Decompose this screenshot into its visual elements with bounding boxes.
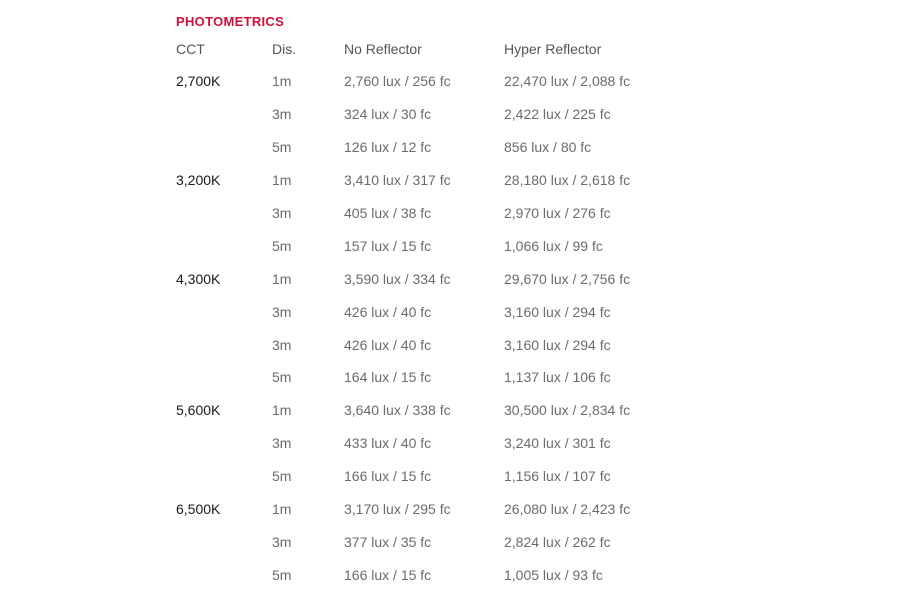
cell-cct: 5,600K: [176, 402, 221, 419]
cell-cct: [176, 229, 272, 262]
table-row: [176, 493, 674, 526]
table-row: [176, 558, 674, 591]
cell-distance: 1m: [272, 172, 292, 189]
cell-cct: [176, 328, 272, 361]
cell-distance: 1m: [272, 270, 292, 287]
cell-no-reflector: 3,640 lux / 338 fc: [344, 402, 451, 419]
cell-hyper-reflector: 3,160 lux / 294 fc: [504, 336, 611, 353]
table-row: [176, 98, 674, 131]
cell-hyper-reflector: 26,080 lux / 2,423 fc: [504, 501, 631, 518]
table-row: [176, 460, 674, 493]
table-row: [176, 131, 674, 164]
table-row: [176, 229, 674, 262]
cell-cct: [176, 197, 272, 230]
cell-distance: 3m: [272, 205, 292, 221]
section-title: PHOTOMETRICS: [176, 14, 285, 29]
photometrics-table: [176, 33, 674, 591]
cell-no-reflector: 164 lux / 15 fc: [344, 369, 432, 386]
table-row: [176, 361, 674, 394]
header-cct: CCT: [176, 41, 205, 57]
cell-hyper-reflector: 3,160 lux / 294 fc: [504, 303, 611, 320]
cell-no-reflector: 166 lux / 15 fc: [344, 468, 432, 485]
cell-no-reflector: 377 lux / 35 fc: [344, 533, 432, 550]
cell-distance: 1m: [272, 73, 292, 90]
cell-no-reflector: 324 lux / 30 fc: [344, 106, 432, 123]
cell-cct: [176, 361, 272, 394]
table-row: [176, 525, 674, 558]
table-row: [176, 427, 674, 460]
table-row: [176, 164, 674, 197]
cell-no-reflector: 426 lux / 40 fc: [344, 336, 432, 353]
table-body: [176, 65, 674, 591]
table-row: [176, 394, 674, 427]
cell-distance: 3m: [272, 106, 292, 123]
table-row: [176, 197, 674, 230]
cell-no-reflector: 433 lux / 40 fc: [344, 435, 432, 452]
table-header: [176, 33, 674, 65]
cell-cct: [176, 98, 272, 131]
cell-cct: [176, 525, 272, 558]
cell-distance: 5m: [272, 468, 292, 485]
cell-hyper-reflector: 2,824 lux / 262 fc: [504, 533, 611, 550]
cell-distance: 5m: [272, 139, 292, 156]
cell-cct: [176, 460, 272, 493]
cell-hyper-reflector: 2,970 lux / 276 fc: [504, 205, 611, 221]
header-row: [176, 33, 674, 65]
cell-no-reflector: 3,410 lux / 317 fc: [344, 172, 451, 189]
cell-hyper-reflector: 22,470 lux / 2,088 fc: [504, 73, 631, 90]
cell-distance: 1m: [272, 402, 292, 419]
cell-distance: 5m: [272, 369, 292, 386]
cell-no-reflector: 426 lux / 40 fc: [344, 303, 432, 320]
cell-hyper-reflector: 29,670 lux / 2,756 fc: [504, 270, 631, 287]
cell-cct: [176, 295, 272, 328]
cell-no-reflector: 405 lux / 38 fc: [344, 205, 432, 221]
header-hyper-reflector: Hyper Reflector: [504, 41, 602, 57]
cell-hyper-reflector: 1,156 lux / 107 fc: [504, 468, 611, 485]
cell-no-reflector: 3,170 lux / 295 fc: [344, 501, 451, 518]
cell-no-reflector: 166 lux / 15 fc: [344, 566, 432, 583]
cell-hyper-reflector: 856 lux / 80 fc: [504, 139, 592, 156]
table-row: [176, 262, 674, 295]
cell-cct: [176, 427, 272, 460]
cell-no-reflector: 157 lux / 15 fc: [344, 237, 432, 254]
cell-distance: 3m: [272, 336, 292, 353]
cell-cct: [176, 558, 272, 591]
cell-hyper-reflector: 3,240 lux / 301 fc: [504, 435, 611, 452]
cell-cct: [176, 131, 272, 164]
cell-cct: 3,200K: [176, 172, 221, 189]
cell-hyper-reflector: 2,422 lux / 225 fc: [504, 106, 611, 123]
header-no-reflector: No Reflector: [344, 41, 422, 57]
cell-distance: 3m: [272, 435, 292, 452]
cell-no-reflector: 126 lux / 12 fc: [344, 139, 432, 156]
cell-no-reflector: 3,590 lux / 334 fc: [344, 270, 451, 287]
header-distance: Dis.: [272, 41, 297, 57]
cell-hyper-reflector: 1,066 lux / 99 fc: [504, 237, 603, 254]
cell-hyper-reflector: 28,180 lux / 2,618 fc: [504, 172, 631, 189]
cell-distance: 5m: [272, 566, 292, 583]
cell-cct: 2,700K: [176, 73, 221, 90]
cell-distance: 1m: [272, 501, 292, 518]
cell-distance: 3m: [272, 303, 292, 320]
table-row: [176, 328, 674, 361]
cell-hyper-reflector: 30,500 lux / 2,834 fc: [504, 402, 631, 419]
cell-distance: 5m: [272, 237, 292, 254]
cell-no-reflector: 2,760 lux / 256 fc: [344, 73, 451, 90]
cell-distance: 3m: [272, 533, 292, 550]
table-row: [176, 295, 674, 328]
cell-cct: 6,500K: [176, 501, 221, 518]
cell-cct: 4,300K: [176, 270, 221, 287]
table-row: [176, 65, 674, 98]
cell-hyper-reflector: 1,137 lux / 106 fc: [504, 369, 611, 386]
cell-hyper-reflector: 1,005 lux / 93 fc: [504, 566, 603, 583]
